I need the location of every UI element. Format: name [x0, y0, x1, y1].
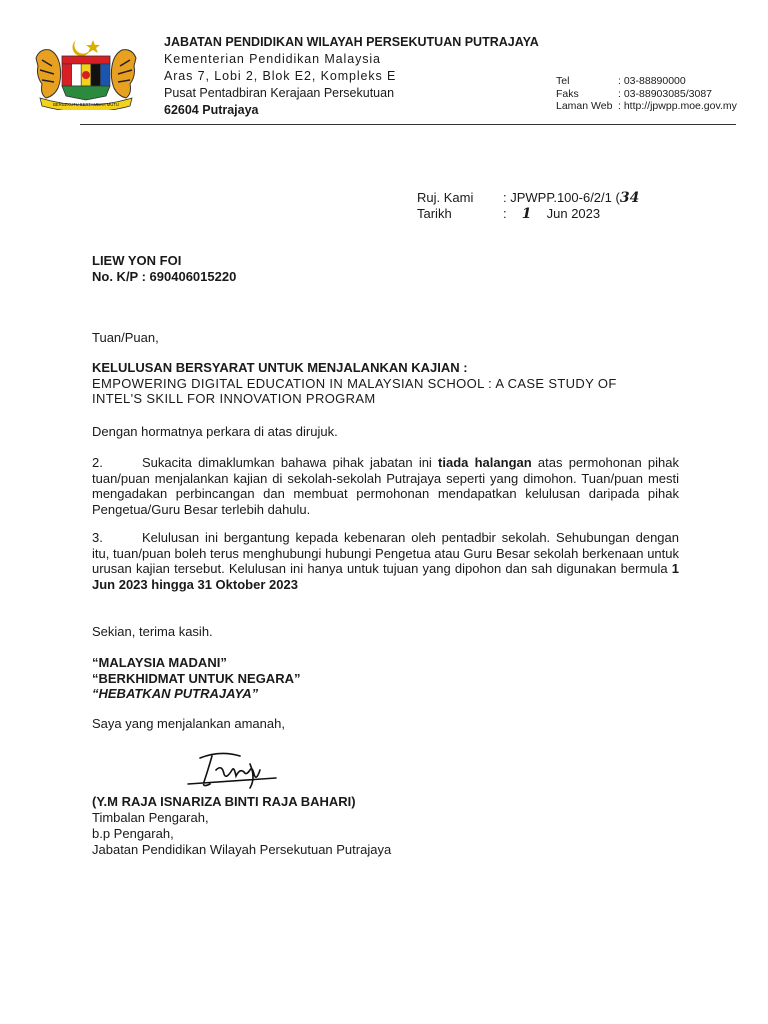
address-line-1: Aras 7, Lobi 2, Blok E2, Kompleks E: [164, 69, 397, 83]
paragraph-3-text: Kelulusan ini bergantung kepada kebenaran oleh pentadbir sekolah. Sehubungan dengan itu, tuan/puan boleh terus menghubungi hubungi Pengetua atau Guru Besar sekolah berkenaan untuk urusan kajian tersebut. Kelulusan ini hanya untuk tujuan yang dipohon dan sah digunakan bermula: [92, 530, 679, 576]
recipient-block: [92, 253, 236, 285]
date-colon: :: [503, 206, 507, 221]
malaysia-coat-of-arms-logo: [30, 36, 142, 110]
recipient-name: LIEW YON FOI: [92, 253, 182, 268]
slogan-2: “BERKHIDMAT UNTUK NEGARA”: [92, 670, 301, 686]
handwritten-signature: [180, 748, 290, 796]
closing-text: Sekian, terima kasih.: [92, 624, 213, 639]
letterhead: [164, 34, 539, 119]
paragraph-2-text-b: atas permohonan pihak tuan/puan menjalankan kajian di sekolah-sekolah Putrajaya seperti yang dimohon. Tuan/puan mesti mengadakan perbincangan dan membuat permohonan mendapatkan kelulusan daripada pihak Pengetua/Guru Besar terlebih dahulu.: [92, 455, 679, 517]
slogan-1: “MALAYSIA MADANI”: [92, 655, 227, 670]
ref-handwritten-number: 34: [619, 190, 640, 206]
reference-block: [417, 190, 639, 222]
subject-block: [92, 360, 679, 407]
address-line-2: Pusat Pentadbiran Kerajaan Persekutuan: [164, 86, 395, 100]
tel-value: : 03-88890000: [618, 75, 686, 87]
fax-label: Faks: [556, 87, 579, 100]
tel-label: Tel: [556, 75, 570, 87]
postcode-city: 62604 Putrajaya: [164, 103, 259, 117]
ministry-name: Kementerian Pendidikan Malaysia: [164, 52, 381, 66]
slogan-3: “HEBATKAN PUTRAJAYA”: [92, 686, 259, 701]
paragraph-3-number: 3.: [92, 530, 103, 545]
paragraph-2: [92, 455, 679, 517]
subject-line-1: EMPOWERING DIGITAL EDUCATION IN MALAYSIAN SCHOOL : A CASE STUDY OF: [92, 375, 617, 391]
paragraph-2-text-a: Sukacita dimaklumkan bahawa pihak jabatan ini: [142, 455, 439, 470]
salutation: Tuan/Puan,: [92, 330, 159, 345]
website-value: : http://jpwpp.moe.gov.my: [618, 100, 737, 112]
ref-value: : JPWPP.100-6/2/1 (: [503, 190, 620, 205]
trust-text: Saya yang menjalankan amanah,: [92, 716, 285, 731]
paragraph-3: [92, 530, 679, 592]
paragraph-2-bold: tiada halangan: [438, 455, 532, 470]
website-label: Laman Web: [556, 100, 613, 112]
date-handwritten-day: 1: [521, 206, 532, 222]
department-name: JABATAN PENDIDIKAN WILAYAH PERSEKUTUAN PUTRAJAYA: [164, 35, 539, 49]
signatory-name: (Y.M RAJA ISNARIZA BINTI RAJA BAHARI): [92, 794, 356, 809]
signatory-title-2: b.p Pengarah,: [92, 826, 174, 841]
paragraph-3-bold-dates: 1 Jun 2023 hingga 31 Oktober 2023: [92, 561, 679, 592]
signatory-title-1: Timbalan Pengarah,: [92, 810, 209, 825]
fax-value: : 03-88903085/3087: [618, 87, 713, 100]
ref-label: Ruj. Kami: [417, 190, 474, 205]
crest-motto: BERSEKUTU BERTAMBAH MUTU: [53, 102, 119, 107]
subject-title: KELULUSAN BERSYARAT UNTUK MENJALANKAN KAJIAN :: [92, 360, 468, 375]
contact-block: [556, 75, 737, 113]
date-label: Tarikh: [417, 206, 452, 221]
recipient-ic: No. K/P : 690406015220: [92, 269, 237, 284]
date-month-year: Jun 2023: [546, 206, 601, 221]
signatory-block: [92, 794, 679, 858]
header-divider: [80, 124, 736, 125]
slogan-block: [92, 655, 679, 702]
intro-text: Dengan hormatnya perkara di atas dirujuk.: [92, 424, 338, 439]
subject-line-2: INTEL'S SKILL FOR INNOVATION PROGRAM: [92, 391, 376, 406]
paragraph-2-number: 2.: [92, 455, 103, 470]
signatory-title-3: Jabatan Pendidikan Wilayah Persekutuan Putrajaya: [92, 842, 392, 857]
